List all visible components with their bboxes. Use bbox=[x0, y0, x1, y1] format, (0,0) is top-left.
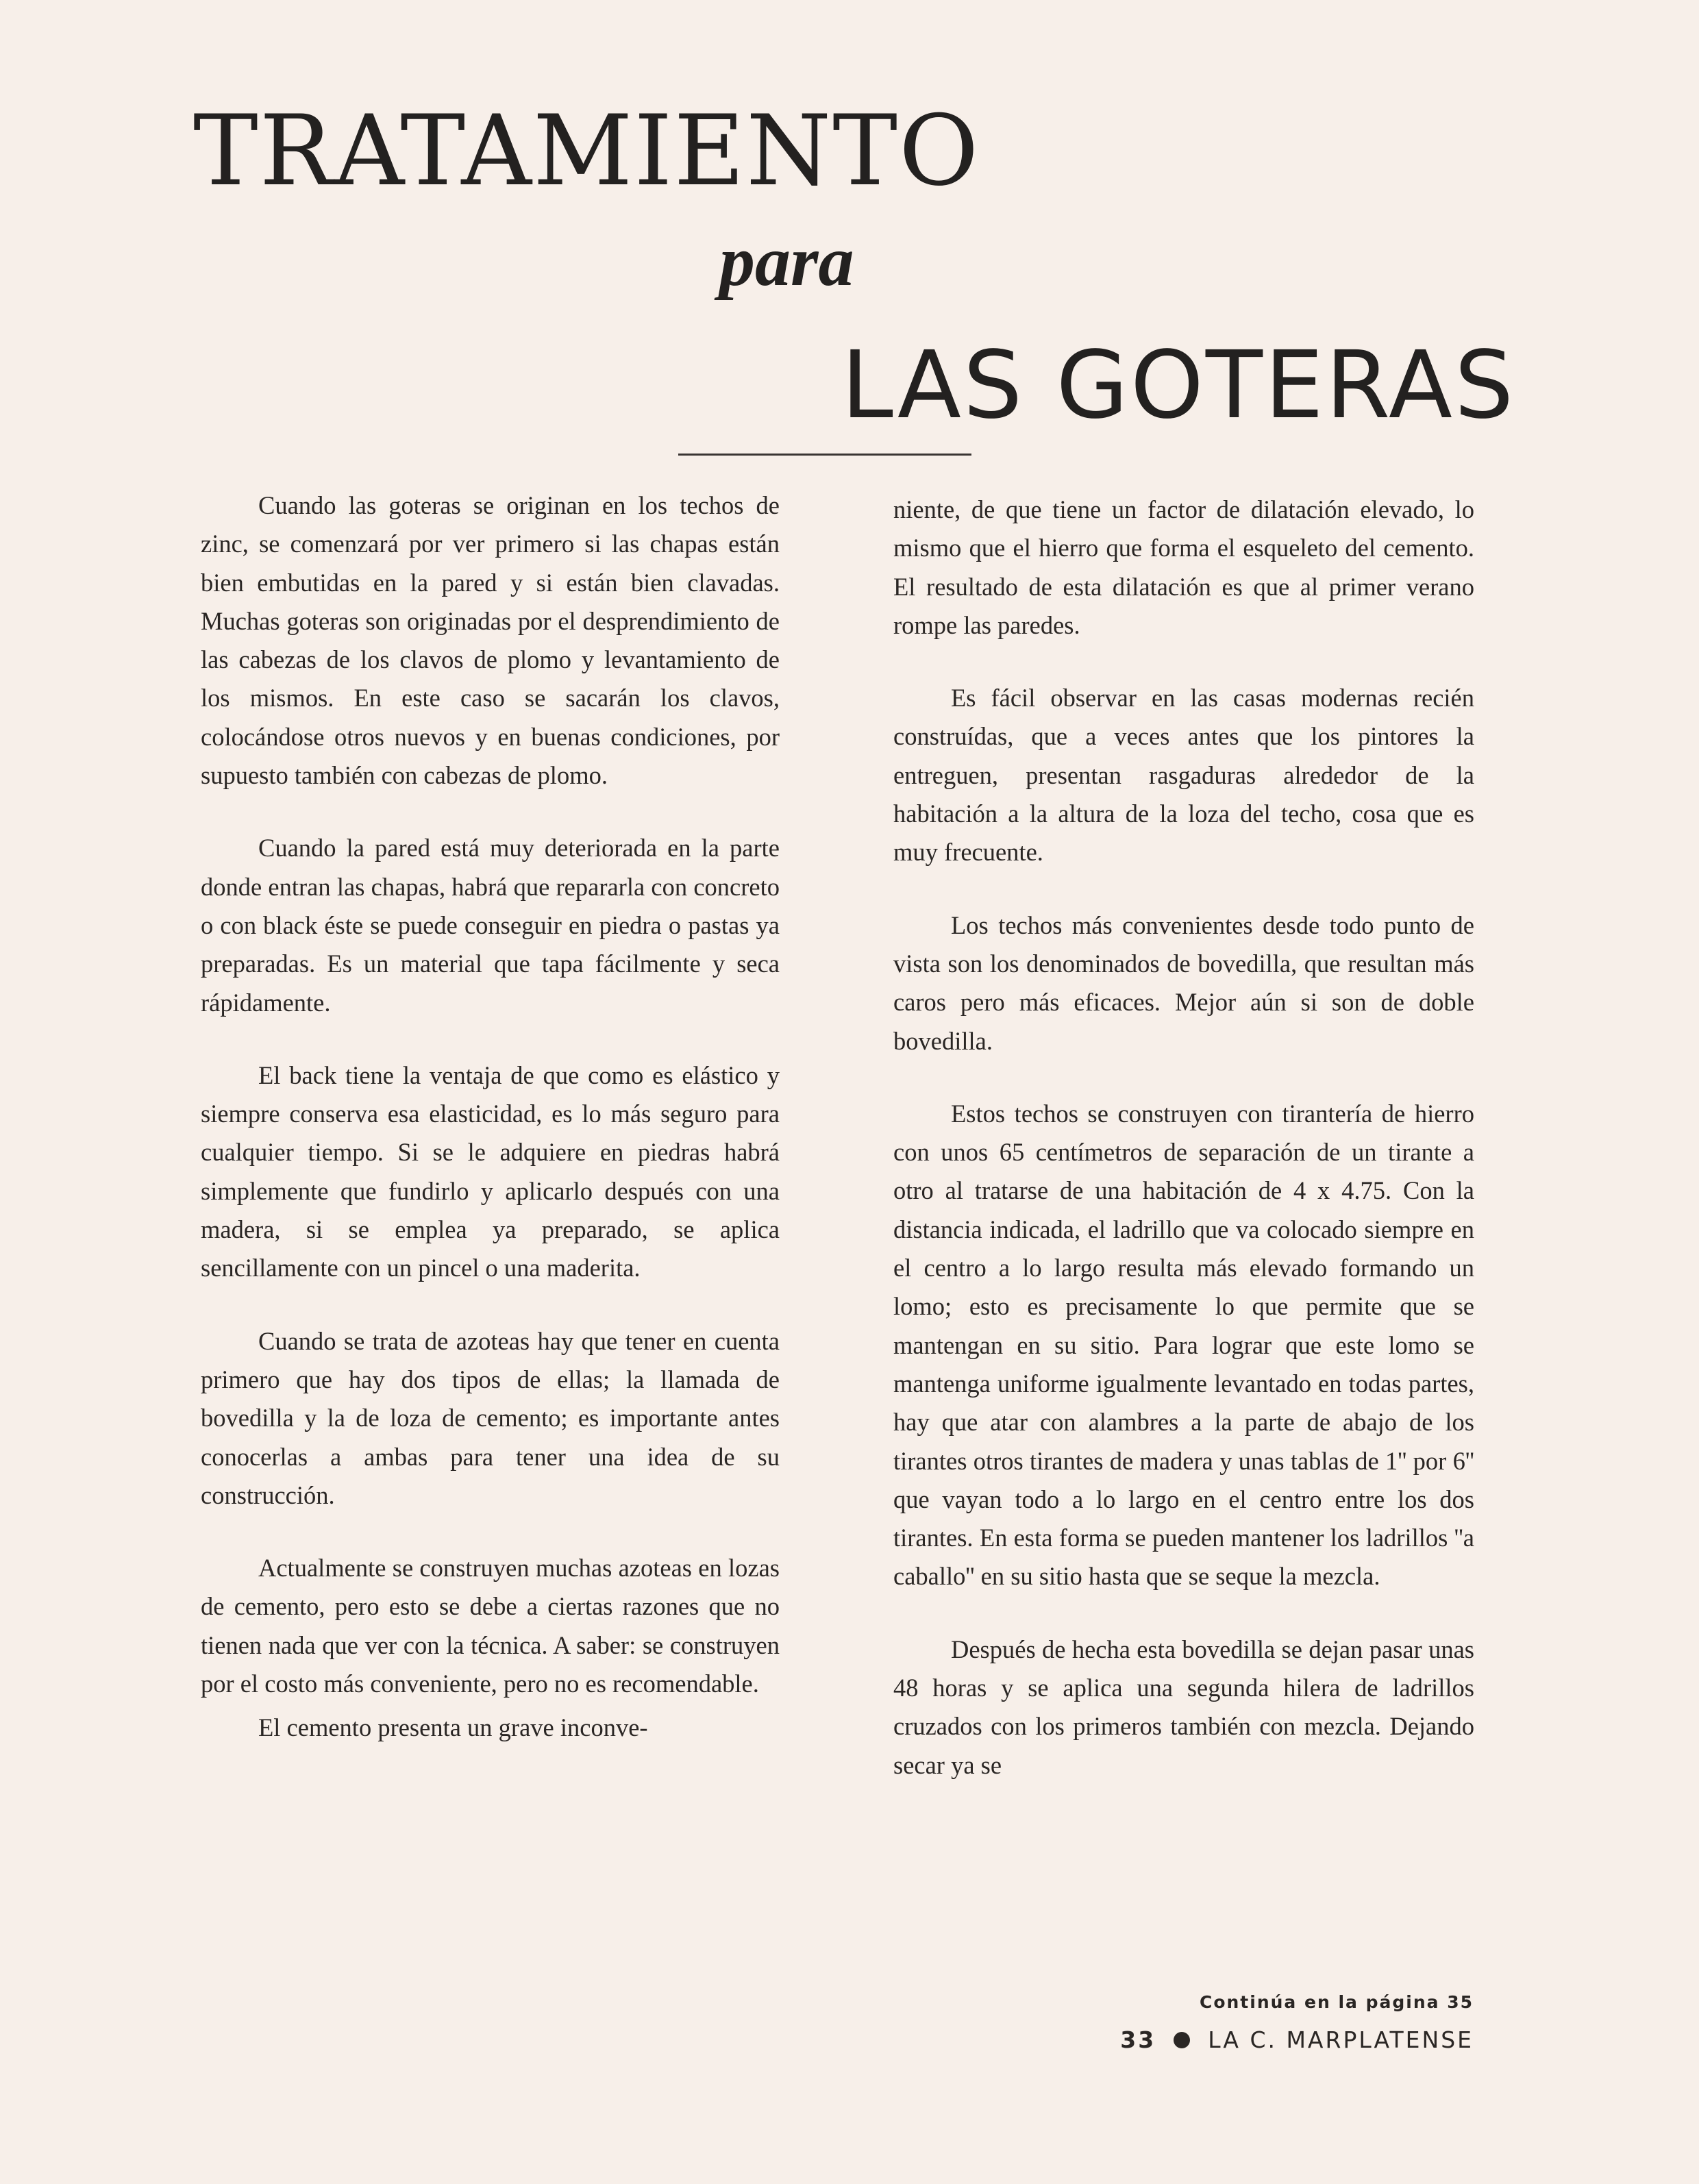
continued-note: Continúa en la página 35 bbox=[1199, 1992, 1474, 2012]
paragraph: El back tiene la ventaja de que como es elástico y siempre conserva esa elasticidad, es lo más seguro para cualquier tiempo. Si se le adquiere en piedras habrá simplemente que fundirlo y aplicarlo después con una madera, si se emplea ya preparado, se aplica sencillamente con un pincel o una maderita. bbox=[201, 1060, 780, 1282]
paragraph: Estos techos se construyen con tirantería de hierro con unos 65 centímetros de separación de un tirante a otro al tratarse de una habitación de 4 x 4.75. Con la distancia indicada, el ladrillo que va colocado siempre en el centro a lo largo resulta más elevado formando un lomo; esto es precisamente lo que permite que se mantengan en su sitio. Para lograr que este lomo se mantenga uniforme igualmente levantado en todas partes, hay que atar con alambres a la parte de abajo de los tirantes otros tirantes de madera y unas tablas de 1'' por 6'' que vayan todo a lo largo en el centro entre los dos tirantes. En esta forma se pueden mantener los ladrillos ''a caballo'' en su sitio hasta que se seque la mezcla. bbox=[893, 1099, 1474, 1591]
article-column-right bbox=[893, 491, 1474, 1785]
headline-line-2: LAS GOTERAS bbox=[841, 332, 1516, 440]
headline-connector: para bbox=[719, 222, 854, 301]
title-divider bbox=[678, 454, 971, 456]
paragraph: Los techos más convenientes desde todo punto de vista son los denominados de bovedilla, que resultan más caros pero más eficaces. Mejor aún si son de doble bovedilla. bbox=[893, 910, 1474, 1055]
paragraph: Cuando la pared está muy deteriorada en la parte donde entran las chapas, habrá que repararla con concreto o con black éste se puede conseguir en piedra o pastas ya preparadas. Es un material que tapa fácilmente y seca rápidamente. bbox=[201, 834, 780, 1017]
paragraph: niente, de que tiene un factor de dilatación elevado, lo mismo que el hierro que forma el esqueleto del cemento. El resultado de esta dilatación es que al primer verano rompe las paredes. bbox=[893, 495, 1474, 639]
publication-name: LA C. MARPLATENSE bbox=[1208, 2026, 1474, 2053]
paragraph: Cuando las goteras se originan en los techos de zinc, se comenzará por ver primero si las chapas están bien embutidas en la pared y si están bien clavadas. Muchas goteras son originadas por el desprendimiento de las cabezas de los clavos de plomo y levantamiento de los mismos. En este caso se sacarán los clavos, colocándose otros nuevos y en buenas condiciones, por supuesto también con cabezas de plomo. bbox=[201, 491, 780, 790]
page-number: 33 bbox=[1120, 2026, 1156, 2053]
paragraph: Es fácil observar en las casas modernas recién construídas, que a veces antes que los pintores la entreguen, presentan rasgaduras alrededor de la habitación a la altura de la loza del techo, cosa que es muy frecuente. bbox=[893, 684, 1474, 867]
paragraph: Después de hecha esta bovedilla se dejan pasar unas 48 horas y se aplica una segunda hilera de ladrillos cruzados con los primeros también con mezcla. Dejando secar ya se bbox=[893, 1635, 1474, 1779]
paragraph: Cuando se trata de azoteas hay que tener en cuenta primero que hay dos tipos de ellas; la llamada de bovedilla y la de loza de cemento; es importante antes conocerlas a ambas para tener una idea de su construcción. bbox=[201, 1326, 780, 1509]
bullet-icon bbox=[1174, 2032, 1190, 2048]
article-column-left bbox=[201, 486, 780, 1748]
headline-line-1: TRATAMIENTO bbox=[193, 95, 980, 208]
page-footer bbox=[1120, 2026, 1474, 2053]
paragraph: Actualmente se construyen muchas azoteas en lozas de cemento, pero esto se debe a ciertas razones que no tienen nada que ver con la técnica. A saber: se construyen por el costo más conveniente, pero no es recomendable. bbox=[201, 1554, 780, 1698]
paragraph: El cemento presenta un grave inconve- bbox=[258, 1713, 648, 1742]
